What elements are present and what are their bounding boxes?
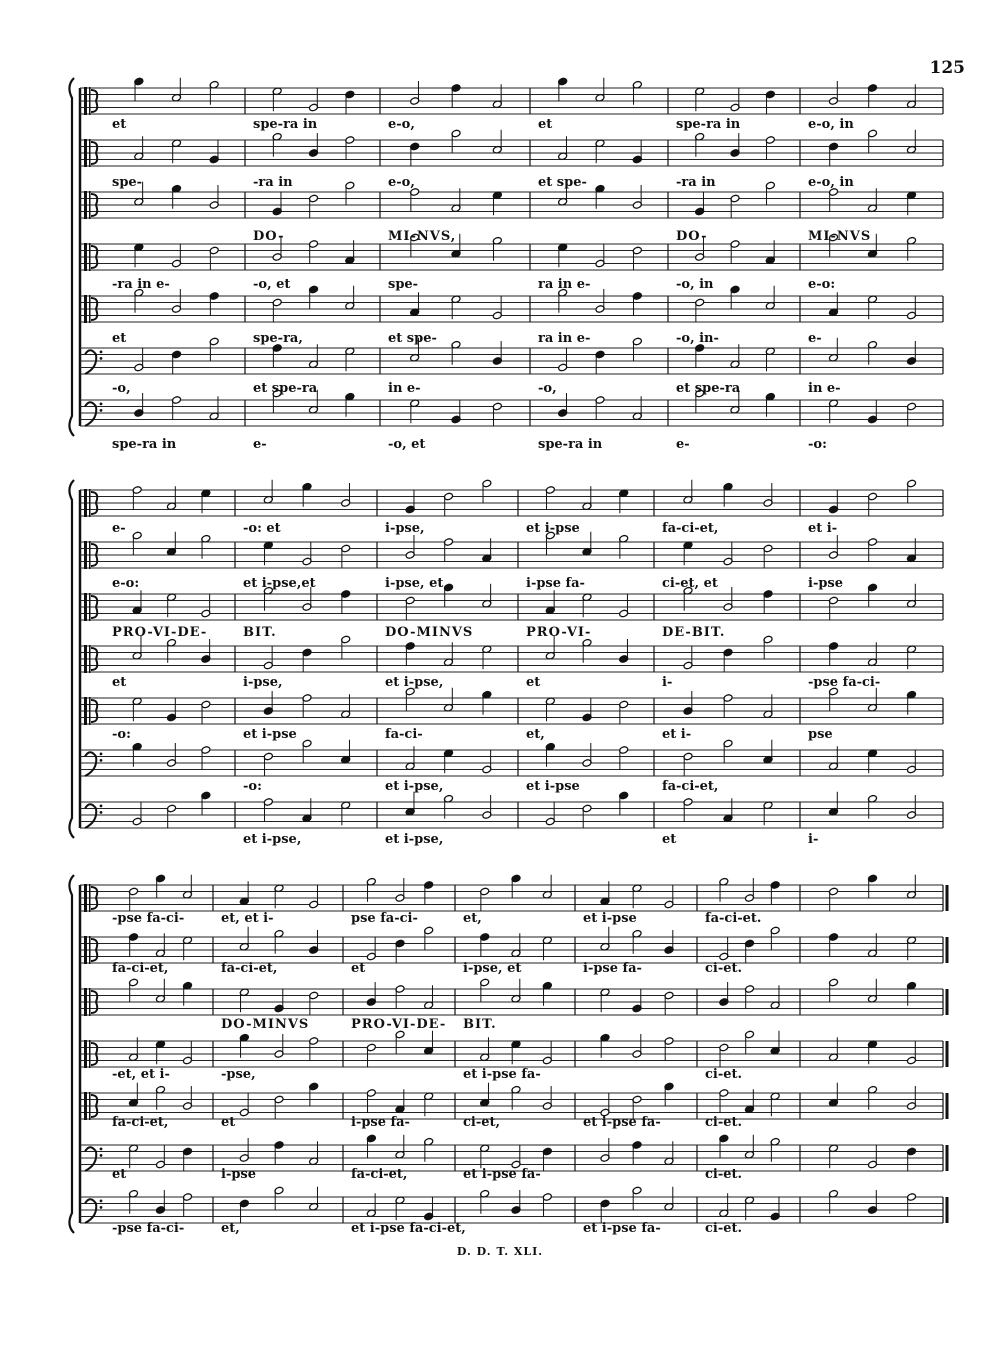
lyric-syllable: et i-pse,	[385, 675, 444, 690]
lyric-syllable: i-pse fa-	[351, 1115, 410, 1130]
c-clef-icon	[89, 489, 91, 517]
lyric-syllable: i-	[662, 675, 673, 690]
lyric-syllable: et	[221, 1115, 236, 1130]
lyric-syllable: et	[662, 832, 677, 847]
lyric-syllable: -o:	[112, 727, 131, 742]
lyric-syllable: et	[112, 675, 127, 690]
bass-clef-icon	[85, 1147, 96, 1171]
lyric-syllable: MI-NVS,	[388, 229, 457, 244]
lyric-syllable: DE-BIT.	[662, 625, 726, 640]
bass-clef-icon	[100, 1206, 103, 1209]
footer-signature: D. D. T. XLI.	[456, 1245, 544, 1258]
lyric-syllable: e-o:	[112, 576, 140, 591]
c-clef-icon	[84, 87, 87, 115]
lyric-syllable: et i-pse	[526, 521, 580, 536]
c-clef-icon	[84, 697, 87, 725]
c-clef-icon	[89, 1040, 91, 1068]
bass-clef-icon	[100, 403, 103, 406]
lyric-syllable: e-o, in	[808, 117, 854, 132]
lyric-syllable: et i-pse,	[385, 779, 444, 794]
lyric-syllable: e-o,	[388, 117, 415, 132]
c-clef-icon	[89, 541, 91, 569]
lyric-syllable: -o, et	[253, 277, 291, 292]
system-bracket	[69, 875, 74, 1233]
c-clef-icon	[89, 243, 91, 271]
lyric-syllable: et,	[463, 911, 482, 926]
c-clef-icon	[89, 988, 91, 1016]
bass-clef-icon	[100, 1154, 103, 1157]
lyric-syllable: MI-NVS	[808, 229, 872, 244]
lyric-syllable: et	[112, 117, 127, 132]
lyric-syllable: BIT.	[243, 625, 277, 640]
lyric-syllable: -et, et i-	[112, 1067, 170, 1082]
c-clef-icon	[84, 1092, 87, 1120]
c-clef-icon	[89, 87, 91, 115]
lyric-syllable: -o,	[112, 381, 131, 396]
bass-clef-icon	[100, 805, 103, 808]
lyric-syllable: et	[526, 675, 541, 690]
lyric-syllable: et spe-ra	[676, 381, 741, 396]
lyric-syllable: ra in e-	[538, 277, 591, 292]
c-clef-icon	[89, 1092, 91, 1120]
lyric-syllable: i-	[808, 832, 819, 847]
lyric-syllable: i-pse fa-	[526, 576, 585, 591]
c-clef-icon	[89, 697, 91, 725]
lyric-syllable: ci-et.	[705, 1115, 743, 1130]
lyric-syllable: -o, in-	[676, 331, 719, 346]
lyric-syllable: e-	[112, 521, 126, 536]
lyric-syllable: et	[538, 117, 553, 132]
lyric-syllable: fa-ci-et,	[112, 961, 169, 976]
lyric-syllable: et i-pse	[526, 779, 580, 794]
bass-clef-icon	[100, 753, 103, 756]
lyric-syllable: -pse,	[221, 1067, 256, 1082]
lyric-syllable: in e-	[388, 381, 421, 396]
lyric-syllable: et spe-	[538, 175, 587, 190]
system-bracket	[69, 78, 74, 436]
lyric-syllable: i-pse fa-	[583, 961, 642, 976]
lyric-syllable: et	[112, 1167, 127, 1182]
lyric-syllable: spe-	[112, 175, 143, 190]
lyric-syllable: i-pse,	[385, 521, 425, 536]
lyric-syllable: e-o,	[388, 175, 415, 190]
lyric-syllable: fa-ci-et,	[351, 1167, 408, 1182]
lyric-syllable: e-	[808, 331, 822, 346]
lyric-syllable: e-	[676, 437, 690, 452]
c-clef-icon	[84, 884, 87, 912]
lyric-syllable: ci-et.	[705, 1067, 743, 1082]
bass-clef-icon	[85, 1199, 96, 1223]
lyric-syllable: pse fa-ci-	[351, 911, 418, 926]
c-clef-icon	[89, 139, 91, 167]
bass-clef-icon	[100, 409, 103, 412]
lyric-syllable: et,	[526, 727, 545, 742]
lyric-syllable: e-	[253, 437, 267, 452]
lyric-syllable: et i-pse,	[243, 832, 302, 847]
lyric-syllable: et i-pse fa-	[583, 1115, 661, 1130]
c-clef-icon	[84, 295, 87, 323]
lyric-syllable: BIT.	[463, 1017, 497, 1032]
lyric-syllable: et i-pse fa-	[463, 1067, 541, 1082]
lyric-syllable: et spe-	[388, 331, 437, 346]
lyric-syllable: DO-MINVS	[221, 1017, 310, 1032]
lyric-syllable: DO-MINVS	[385, 625, 474, 640]
c-clef-icon	[84, 645, 87, 673]
c-clef-icon	[84, 1040, 87, 1068]
lyric-syllable: i-pse, et	[463, 961, 522, 976]
lyric-syllable: et i-pse fa-	[463, 1167, 541, 1182]
lyric-syllable: spe-	[388, 277, 419, 292]
bass-clef-icon	[85, 804, 96, 828]
bass-clef-icon	[100, 759, 103, 762]
bass-clef-icon	[100, 1148, 103, 1151]
lyric-syllable: et, et i-	[221, 911, 274, 926]
lyric-syllable: spe-ra in	[112, 437, 177, 452]
c-clef-icon	[84, 139, 87, 167]
lyric-syllable: -o:	[243, 779, 262, 794]
lyric-syllable: et,	[221, 1221, 240, 1236]
lyric-syllable: et i-pse fa-ci-et,	[351, 1221, 466, 1236]
lyric-syllable: pse	[808, 727, 833, 742]
lyric-syllable: PRO-VI-DE-	[351, 1017, 447, 1032]
lyric-syllable: et i-pse	[583, 911, 637, 926]
lyric-syllable: i-pse,	[243, 675, 283, 690]
lyric-syllable: fa-ci-et,	[662, 521, 719, 536]
lyric-syllable: -o, in	[676, 277, 714, 292]
lyric-syllable: ra in e-	[538, 331, 591, 346]
lyric-syllable: et i-	[808, 521, 838, 536]
lyric-syllable: e-o, in	[808, 175, 854, 190]
lyric-syllable: i-pse, et	[385, 576, 444, 591]
c-clef-icon	[84, 541, 87, 569]
lyric-syllable: -ra in	[676, 175, 716, 190]
lyric-syllable: fa-ci-et,	[112, 1115, 169, 1130]
c-clef-icon	[84, 489, 87, 517]
lyric-syllable: fa-ci-et,	[221, 961, 278, 976]
lyric-syllable: -o:	[808, 437, 827, 452]
c-clef-icon	[84, 243, 87, 271]
bass-clef-icon	[100, 1200, 103, 1203]
lyric-syllable: ci-et, et	[662, 576, 718, 591]
lyric-syllable: et	[351, 961, 366, 976]
lyric-syllable: et i-pse fa-	[583, 1221, 661, 1236]
lyric-syllable: et	[112, 331, 127, 346]
c-clef-icon	[89, 884, 91, 912]
lyric-syllable: DO-	[253, 229, 285, 244]
lyric-syllable: spe-ra in	[676, 117, 741, 132]
bass-clef-icon	[85, 402, 96, 426]
lyric-syllable: in e-	[808, 381, 841, 396]
lyric-syllable: ci-et,	[463, 1115, 501, 1130]
c-clef-icon	[84, 988, 87, 1016]
lyric-syllable: -pse fa-ci-	[808, 675, 881, 690]
bass-clef-icon	[85, 350, 96, 374]
lyric-syllable: spe-ra,	[253, 331, 303, 346]
lyric-syllable: spe-ra in	[253, 117, 318, 132]
lyric-syllable: PRO-VI-	[526, 625, 592, 640]
bass-clef-icon	[85, 752, 96, 776]
lyric-syllable: -o, et	[388, 437, 426, 452]
lyric-syllable: PRO-VI-DE-	[112, 625, 208, 640]
lyric-syllable: et i-pse	[243, 727, 297, 742]
lyric-syllable: e-o:	[808, 277, 836, 292]
lyric-syllable: fa-ci-et,	[662, 779, 719, 794]
c-clef-icon	[84, 593, 87, 621]
lyric-syllable: et i-	[662, 727, 692, 742]
c-clef-icon	[89, 191, 91, 219]
lyric-syllable: et spe-ra	[253, 381, 318, 396]
c-clef-icon	[89, 645, 91, 673]
c-clef-icon	[89, 936, 91, 964]
lyric-syllable: i-pse	[808, 576, 844, 591]
page-number: 125	[929, 58, 965, 78]
lyric-syllable: -o: et	[243, 521, 281, 536]
lyric-syllable: -o,	[538, 381, 557, 396]
bass-clef-icon	[100, 811, 103, 814]
lyric-syllable: ci-et.	[705, 961, 743, 976]
lyric-syllable: -pse fa-ci-	[112, 1221, 185, 1236]
lyric-syllable: DO-	[676, 229, 708, 244]
lyric-syllable: ci-et.	[705, 1221, 743, 1236]
lyric-syllable: spe-ra in	[538, 437, 603, 452]
c-clef-icon	[89, 295, 91, 323]
lyric-syllable: et i-pse,	[385, 832, 444, 847]
lyric-syllable: fa-ci-	[385, 727, 423, 742]
system-bracket	[69, 480, 74, 838]
lyric-syllable: -ra in e-	[112, 277, 170, 292]
bass-clef-icon	[100, 351, 103, 354]
lyric-syllable: -ra in	[253, 175, 293, 190]
lyric-syllable: -pse fa-ci-	[112, 911, 185, 926]
c-clef-icon	[84, 191, 87, 219]
bass-clef-icon	[100, 357, 103, 360]
lyric-syllable: fa-ci-et.	[705, 911, 762, 926]
lyric-syllable: et i-pse,et	[243, 576, 316, 591]
lyric-syllable: ci-et.	[705, 1167, 743, 1182]
c-clef-icon	[84, 936, 87, 964]
lyric-syllable: i-pse	[221, 1167, 257, 1182]
c-clef-icon	[89, 593, 91, 621]
